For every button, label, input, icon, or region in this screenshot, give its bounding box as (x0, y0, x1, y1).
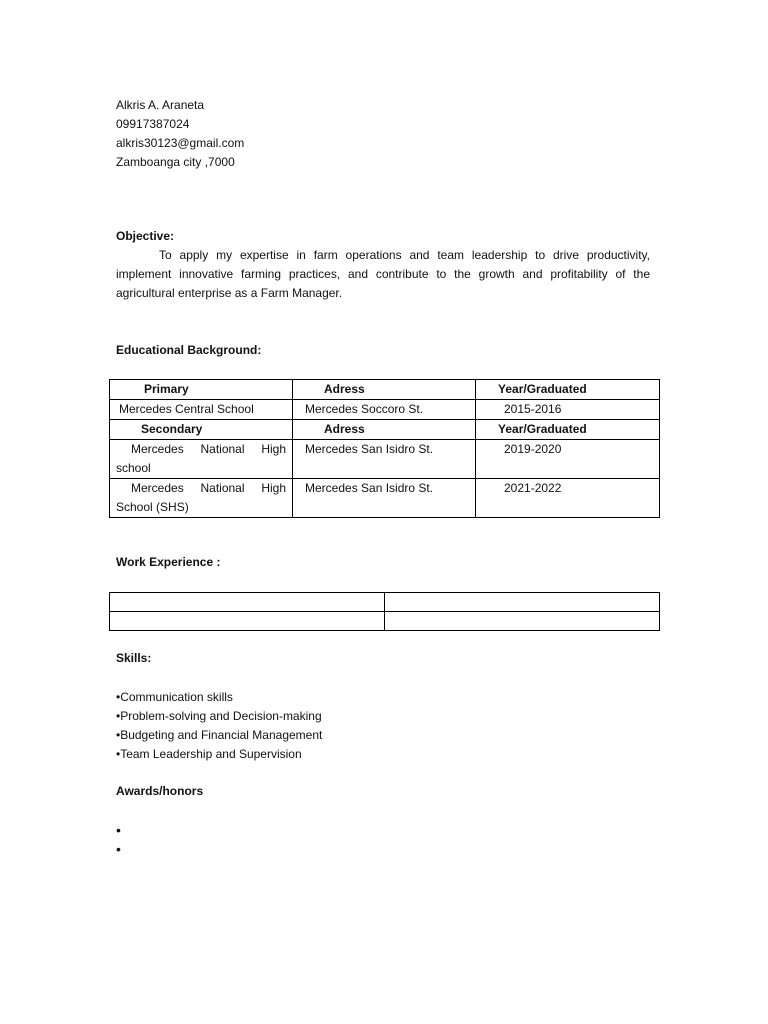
shs-address: Mercedes San Isidro St. (293, 479, 476, 518)
skills-list (116, 688, 322, 764)
shs-school (110, 479, 293, 518)
list-item: •Problem-solving and Decision-making (116, 709, 322, 723)
table-row (110, 440, 660, 479)
secondary-school-line1: Mercedes National High (131, 442, 286, 456)
secondary-header-address: Adress (293, 420, 476, 440)
list-item: • (116, 822, 121, 838)
contact-name: Alkris A. Araneta (116, 98, 205, 112)
primary-header-level: Primary (110, 380, 293, 400)
list-item: •Budgeting and Financial Management (116, 728, 323, 742)
work-cell (110, 593, 385, 612)
primary-header-year: Year/Graduated (476, 380, 660, 400)
work-heading: Work Experience : (116, 555, 221, 569)
education-heading: Educational Background: (116, 343, 262, 357)
education-table (109, 379, 660, 518)
contact-email: alkris30123@gmail.com (116, 136, 245, 150)
shs-school-line1: Mercedes National High (131, 481, 286, 495)
work-cell (385, 612, 660, 631)
objective-text: To apply my expertise in farm operations and team leadership to drive productivity, implement innovative farming practices, and contribute to the growth and profitability of the agricultural enterprise as a Farm Manager. (116, 248, 650, 300)
table-row (110, 479, 660, 518)
list-item: • (116, 841, 121, 857)
table-row (110, 612, 660, 631)
secondary-school-line2: school (116, 461, 151, 475)
awards-list (116, 821, 121, 859)
secondary-school (110, 440, 293, 479)
secondary-header-year: Year/Graduated (476, 420, 660, 440)
awards-heading: Awards/honors (116, 784, 204, 798)
secondary-header-level: Secondary (110, 420, 293, 440)
list-item: •Communication skills (116, 690, 233, 704)
skills-heading: Skills: (116, 651, 152, 665)
work-cell (110, 612, 385, 631)
list-item: •Team Leadership and Supervision (116, 747, 302, 761)
objective-heading: Objective: (116, 229, 175, 243)
secondary-address: Mercedes San Isidro St. (293, 440, 476, 479)
shs-year: 2021-2022 (476, 479, 660, 518)
work-experience-table (109, 592, 660, 631)
contact-block (116, 96, 244, 172)
work-cell (385, 593, 660, 612)
contact-address: Zamboanga city ,7000 (116, 155, 235, 169)
table-row (110, 380, 660, 400)
primary-address: Mercedes Soccoro St. (293, 400, 476, 420)
shs-school-line2: School (SHS) (116, 500, 189, 514)
primary-year: 2015-2016 (476, 400, 660, 420)
table-row (110, 420, 660, 440)
primary-school: Mercedes Central School (110, 400, 293, 420)
table-row (110, 593, 660, 612)
primary-header-address: Adress (293, 380, 476, 400)
contact-phone: 09917387024 (116, 117, 190, 131)
table-row (110, 400, 660, 420)
secondary-year: 2019-2020 (476, 440, 660, 479)
